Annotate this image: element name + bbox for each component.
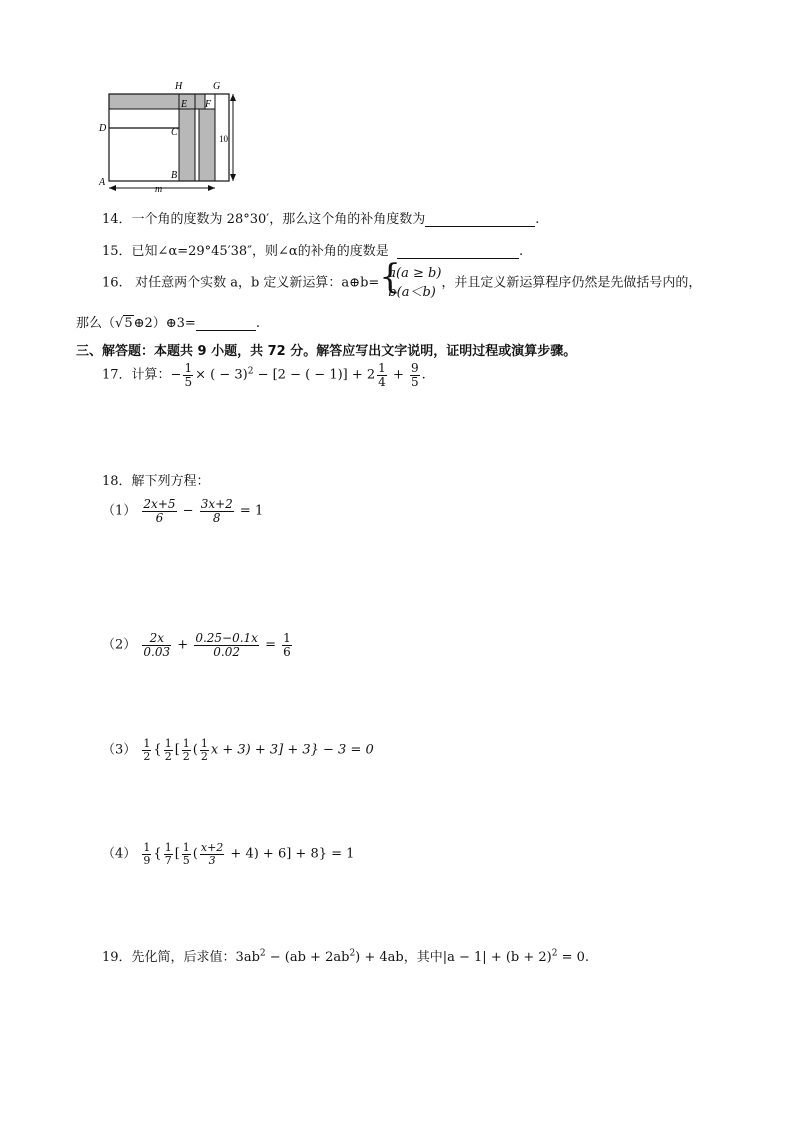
q17-plus: + xyxy=(388,367,408,383)
label-G: G xyxy=(213,81,221,92)
q16-text-b: ，并且定义新运算程序仍然是先做括号内的， xyxy=(441,275,702,291)
q16-text-a: 对任意两个实数 a，b 定义新运算：a⊕b= xyxy=(135,275,380,291)
q19-exp1: 2 xyxy=(259,948,266,959)
q18-p4-rest-a: + 4) + 6 xyxy=(226,846,287,862)
q16-tail: . xyxy=(255,316,260,331)
q18-p2-eq: = xyxy=(260,637,281,653)
q17-frac1: $\frac{1}{5}$ xyxy=(184,361,193,389)
q17-frac3: $\frac{9}{5}$ xyxy=(410,361,419,389)
question-15 xyxy=(102,240,523,259)
label-A: A xyxy=(99,177,106,188)
shaded-vertical-strip-right xyxy=(199,109,215,181)
q18-p1-frac2: $\frac{3x+2}{8}$ xyxy=(200,497,233,525)
q18-p3-label: （3） xyxy=(102,742,137,758)
q18-p4-frac-outer: $\frac{1}{9}$ xyxy=(143,841,151,867)
shaded-vertical-strip-left xyxy=(179,109,195,181)
q19-text-b: − (ab + 2ab xyxy=(265,950,350,965)
q15-tail: . xyxy=(518,244,524,259)
q15-answer-blank[interactable] xyxy=(397,246,519,259)
q14-answer-blank[interactable] xyxy=(425,214,535,227)
q18-p4-frac-in: $\frac{1}{5}$ xyxy=(182,841,190,867)
q16-sqrt: √5 xyxy=(115,316,133,331)
label-C: C xyxy=(171,127,178,138)
q18-p3-half4: $\frac{1}{2}$ xyxy=(200,737,208,763)
q15-number: 15． xyxy=(102,244,132,259)
q18-p4-frac-mid: $\frac{1}{7}$ xyxy=(164,841,172,867)
q18-p2-plus: + xyxy=(173,637,193,653)
q17-tail: . xyxy=(421,367,426,383)
question-19 xyxy=(102,946,589,965)
q17-frac2: $\frac{1}{4}$ xyxy=(378,361,386,389)
q16-piecewise: { a(a ≥ b) b(a＜b) xyxy=(379,257,442,300)
q18-p3-half1: $\frac{1}{2}$ xyxy=(143,737,151,763)
label-E: E xyxy=(181,99,188,110)
label-D: D xyxy=(99,123,107,134)
q19-text-d: = 0. xyxy=(557,950,590,965)
question-18-part4: （4） $\frac{1}{9}$ { $\frac{1}{7}$ [ $\frac{1}{5}$ ( $\frac{x+2}{3}$ + 4) + 6] + 8} = 1 xyxy=(102,841,355,867)
q19-text-c: ) + 4ab，其中|a − 1| + (b + 2) xyxy=(355,950,552,965)
q19-text-a: 先化简，后求值：3ab xyxy=(131,950,260,965)
q18-p3-brace: { xyxy=(153,742,162,758)
q16-case2: b(a＜b) xyxy=(388,285,436,300)
q19-exp3: 2 xyxy=(551,948,558,959)
q18-p3-half3: $\frac{1}{2}$ xyxy=(182,737,190,763)
q18-p2-label: （2） xyxy=(102,637,137,653)
q18-p4-label: （4） xyxy=(102,846,137,862)
q16-answer-blank[interactable] xyxy=(196,318,256,331)
q18-p1-rhs: = 1 xyxy=(235,503,264,519)
q18-p4-frac-x: $\frac{x+2}{3}$ xyxy=(200,841,224,867)
q18-p4-rest-c: = 1 xyxy=(327,846,355,862)
label-m: m xyxy=(155,184,163,195)
q18-p1-frac1: $\frac{2x+5}{6}$ xyxy=(143,497,176,525)
question-17 xyxy=(102,362,426,388)
q18-p4-rest-b: + 8 xyxy=(291,846,319,862)
label-F: F xyxy=(205,99,212,110)
q16-text-c: 那么（ xyxy=(76,316,116,331)
q18-p1-label: （1） xyxy=(102,503,137,519)
q16-number: 16. xyxy=(102,275,123,291)
question-16-line2 xyxy=(76,312,260,331)
question-18-part2 xyxy=(102,632,294,658)
q16-text-d: ⊕2）⊕3= xyxy=(133,316,196,331)
q17-exp: 2 xyxy=(247,366,254,377)
q17-neg: − xyxy=(170,367,182,383)
q17-number: 17．计算： xyxy=(102,367,171,383)
q18-p1-minus: − xyxy=(178,503,198,519)
geometry-figure xyxy=(95,78,245,196)
q15-text: 已知∠α=29°45′38″，则∠α的补角的度数是 xyxy=(131,244,389,259)
q18-p2-frac1: $\frac{2x}{0.03}$ xyxy=(143,631,171,659)
q14-text: 一个角的度数为 28°30′，那么这个角的补角度数为 xyxy=(131,212,426,227)
q18-p2-frac3: $\frac{1}{6}$ xyxy=(283,631,291,659)
question-16-line1 xyxy=(102,257,702,302)
section-3-title: 三、解答题：本题共 9 小题，共 72 分。解答应写出文字说明，证明过程或演算步骤。 xyxy=(76,344,577,359)
q18-p3-bracket: [ xyxy=(174,742,180,758)
q18-p3-rest: x + 3) + 3] + 3} − 3 = 0 xyxy=(210,742,374,758)
q17-p1: × ( − 3) xyxy=(195,367,248,383)
question-18-part3: （3） $\frac{1}{2}$ { $\frac{1}{2}$ [ $\frac{1}{2}$ ( $\frac{1}{2}$ x + 3) + 3] + 3} − 3 = 0 xyxy=(102,737,374,763)
question-18-part1 xyxy=(102,498,263,524)
q19-number: 19． xyxy=(102,950,132,965)
question-18-intro: 18．解下列方程： xyxy=(102,474,210,489)
q18-p2-frac2: $\frac{0.25-0.1x}{0.02}$ xyxy=(195,631,258,659)
q14-tail: . xyxy=(535,212,540,227)
label-H: H xyxy=(175,81,183,92)
shaded-horizontal-strip xyxy=(109,94,205,109)
label-B: B xyxy=(171,170,178,181)
q18-p3-half2: $\frac{1}{2}$ xyxy=(164,737,172,763)
question-14 xyxy=(102,208,539,227)
label-10: 10 xyxy=(219,134,228,144)
q17-p2: − [2 − ( − 1)] + 2 xyxy=(253,367,376,383)
q16-case1: a(a ≥ b) xyxy=(388,266,442,281)
q14-number: 14． xyxy=(102,212,132,227)
q19-exp2: 2 xyxy=(349,948,356,959)
